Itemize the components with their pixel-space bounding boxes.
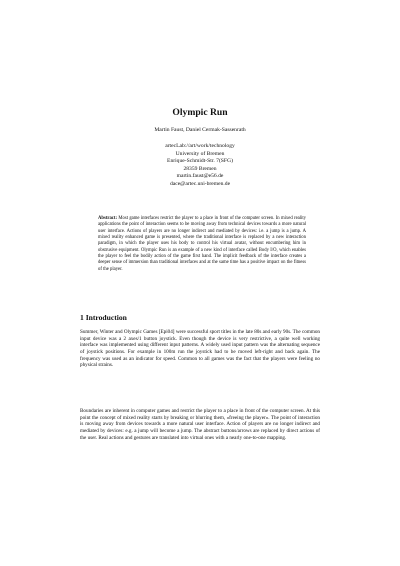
paper-title: Olympic Run <box>172 107 228 118</box>
section-heading: 1 Introduction <box>80 313 127 322</box>
affiliation-city: 28359 Bremen <box>183 165 217 172</box>
affiliation-university: University of Bremen <box>175 150 225 157</box>
abstract-text: Most game interfaces restrict the player to a place in front of the computer screen. In mixed reality applications the point of interaction seems to be moving away from technical devices towards a more natural user interface. Actions of players are no longer indirect and mediated by devices: i.e. a jump is a jump. A mixed reality enhanced game is presented, where the traditional interface is replaced by a new interaction paradigm, in which the player uses his body to control his virtual avatar, without encumbering him in obstrusive equipment. Olympic Run is an example of a new kind of interface called Body I/O, which enables the player to feel the bodily action of the game first hand. The implicit feedback of the interface creates a deeper sense of immersion than traditional interfaces and at the same time has a positive impact on the fitness of the player. <box>98 216 307 272</box>
affiliation-street: Enrique-Schmidt-Str. 7(SFG) <box>167 158 233 164</box>
affiliation-block <box>0 143 400 188</box>
paragraph-2: Boundaries are inherent in computer games and restrict the player to a place in front of the computer screen. At this point the concept of mixed reality starts by breaking or blurring them, «freeing the player». The point of interaction is moving away from devices towards a more natural user interface. Action of players are no longer indirect and mediated by devices: e.g. a jump will become a jump. The abstract buttons/arrows are replaced by direct actions of the user. Real actions and gestures are translated into virtual ones with a nearly one-to-one mapping. <box>80 408 320 441</box>
paragraph-1: Summer, Winter and Olympic Games [Epi04] were successful sport titles in the late 80s and early 90s. The common input device was a 2 axes/1 button joystick. Even though the device is very restrictive, a quite well working interface was implemented using different input patterns. A widely used input pattern was the alternating sequence of joystick positions. For example in 100m run the joystick had to be moved left-right and back again. The frequency was used as an indicator for speed. Common to all games was the fact that the players were feeling no physical strains. <box>80 329 320 369</box>
author-email-2: dace@artec.uni-bremen.de <box>169 180 231 187</box>
affiliation-lab: artecLab://art/work/technology <box>165 143 235 149</box>
author-list: Martin Faust, Daniel Cermak-Sassenrath <box>154 127 246 133</box>
author-email-1: martin.faust@e56.de <box>176 173 224 179</box>
abstract <box>98 216 306 273</box>
abstract-label: Abstract: <box>98 216 118 221</box>
